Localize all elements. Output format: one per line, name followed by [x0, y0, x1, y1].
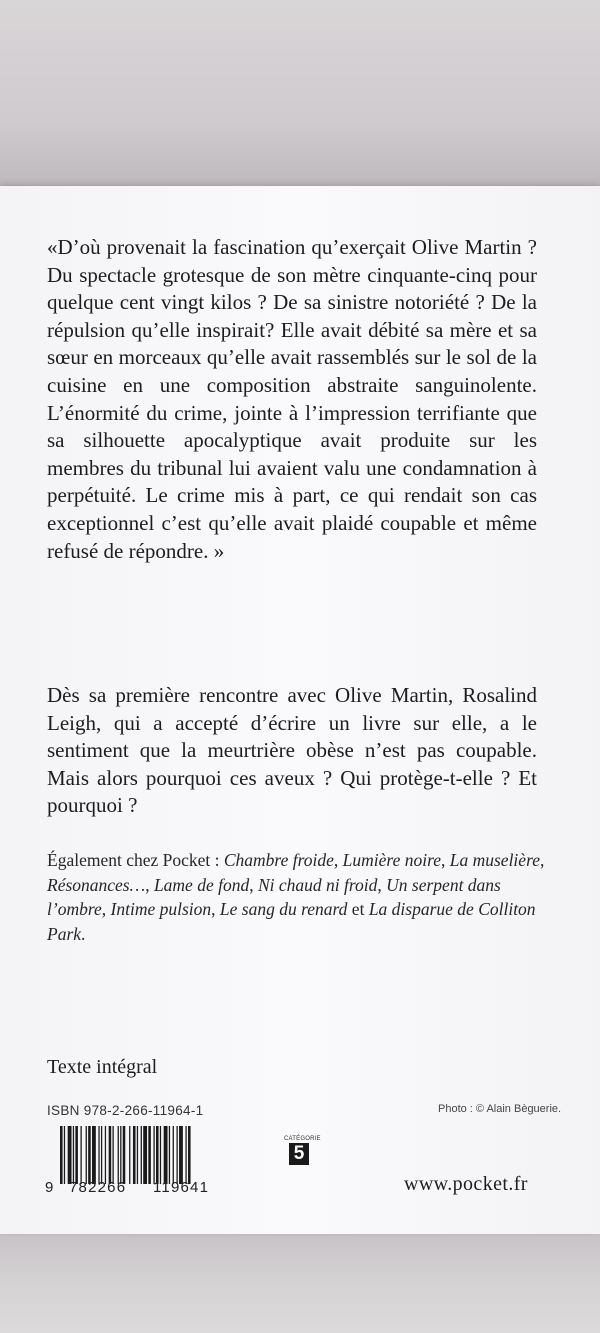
barcode-bar: [92, 1126, 96, 1184]
barcode-bar: [156, 1126, 159, 1184]
book-title: Résonances…: [47, 874, 146, 895]
barcode-bar: [123, 1126, 126, 1184]
book-title: La muselière: [449, 850, 540, 870]
barcode-bar: [86, 1126, 87, 1184]
barcode-bar: [64, 1126, 65, 1184]
barcode-bar: [68, 1126, 72, 1184]
blurb-summary: Dès sa première rencontre avec Olive Martin, Rosalind Leigh, qui a accepté d’écrire un livre sur elle, a le sentiment que la meurtrière obèse n’est pas coupable. Mais alors pourquoi ces aveux ? Qui protège-t-elle ? Et pourquoi ?: [47, 683, 537, 818]
title-separator: et: [347, 899, 369, 919]
category-label: CATÉGORIE: [284, 1136, 321, 1142]
barcode-bar: [112, 1126, 113, 1184]
barcode-right-group: 119641: [153, 1179, 210, 1196]
integral-text-label: Texte intégral: [47, 1056, 158, 1078]
barcode-bar: [153, 1126, 154, 1184]
title-separator: ,: [377, 874, 387, 895]
photo-credit: Photo : © Alain Bèguerie.: [438, 1103, 562, 1115]
barcode-bar: [101, 1126, 102, 1184]
barcode-bar: [118, 1126, 119, 1184]
also-available-intro: Également chez Pocket :: [47, 850, 224, 870]
title-separator: ,: [441, 850, 450, 870]
barcode-bar: [173, 1126, 174, 1184]
barcode-bar: [160, 1126, 161, 1184]
book-title: Ni chaud ni froid: [257, 874, 378, 895]
barcode-bar: [80, 1126, 81, 1184]
book-title: Lumière noire: [342, 850, 441, 870]
barcode-bar: [137, 1126, 138, 1184]
title-separator: ,: [101, 899, 111, 919]
barcode-left-group: 782266: [69, 1179, 127, 1196]
barcode-icon: [60, 1126, 232, 1184]
book-title: Le sang du renard: [219, 899, 348, 919]
price-category: [284, 1136, 321, 1165]
title-separator: ,: [333, 850, 343, 870]
blurb-quote: «D’où provenait la fascination qu’exerçait Olive Martin ? Du spectacle grotesque de son mètre cinquante-cinq pour quelque cent vingt kilos ? De sa sinistre notoriété ? De la répulsion qu’elle inspirait? Elle avait débité sa mère et sa sœur en morceaux qu’elle avait rassemblés sur le sol de la cuisine en une composition abstraite sanguinolente. L’énormité du crime, jointe à l’impression terrifiante que sa silhouette apocalyptique avait produite sur les membres du tribunal lui avaient valu une condamnation à perpétuité. Le crime mis à part, ce qui rendait son cas exceptionnel c’est qu’elle avait plaidé coupable et même refusé de répondre. »: [47, 235, 537, 563]
title-separator: ,: [540, 850, 545, 870]
book-title: Lame de fond: [153, 874, 250, 895]
barcode-bar: [179, 1126, 183, 1184]
barcode-bar: [129, 1126, 130, 1184]
barcode-bar: [60, 1126, 63, 1184]
barcode-bar: [164, 1126, 168, 1184]
publisher-website: www.pocket.fr: [404, 1173, 528, 1195]
barcode-bar: [120, 1126, 121, 1184]
isbn-number: ISBN 978-2-266-11964-1: [47, 1103, 204, 1118]
book-title: Un serpent dans l’ombre: [47, 874, 501, 919]
also-available-list: [47, 848, 552, 946]
barcode-bar: [188, 1126, 191, 1184]
barcode-bar: [143, 1126, 147, 1184]
barcode-bar: [98, 1126, 99, 1184]
barcode-bar: [105, 1126, 106, 1184]
barcode-bar: [148, 1126, 151, 1184]
book-title: Intime pulsion: [110, 899, 212, 919]
book-back-cover: [0, 186, 600, 1234]
title-separator: ,: [249, 874, 258, 895]
book-title: La disparue de Colliton Park: [47, 899, 536, 944]
barcode-lead-digit: 9: [45, 1179, 55, 1196]
barcode-bar: [176, 1126, 177, 1184]
barcode-bar: [185, 1126, 186, 1184]
barcode-bar: [109, 1126, 112, 1184]
barcode-bar: [73, 1126, 74, 1184]
category-number: 5: [289, 1143, 309, 1165]
barcode-bar: [141, 1126, 142, 1184]
barcode-bar: [133, 1126, 136, 1184]
title-separator: ,: [211, 899, 220, 919]
title-separator: .: [81, 923, 86, 944]
title-separator: ,: [145, 874, 154, 895]
barcode-bar: [169, 1126, 170, 1184]
book-title: Chambre froide: [223, 850, 334, 870]
barcode-bar: [75, 1126, 78, 1184]
barcode-bar: [88, 1126, 91, 1184]
